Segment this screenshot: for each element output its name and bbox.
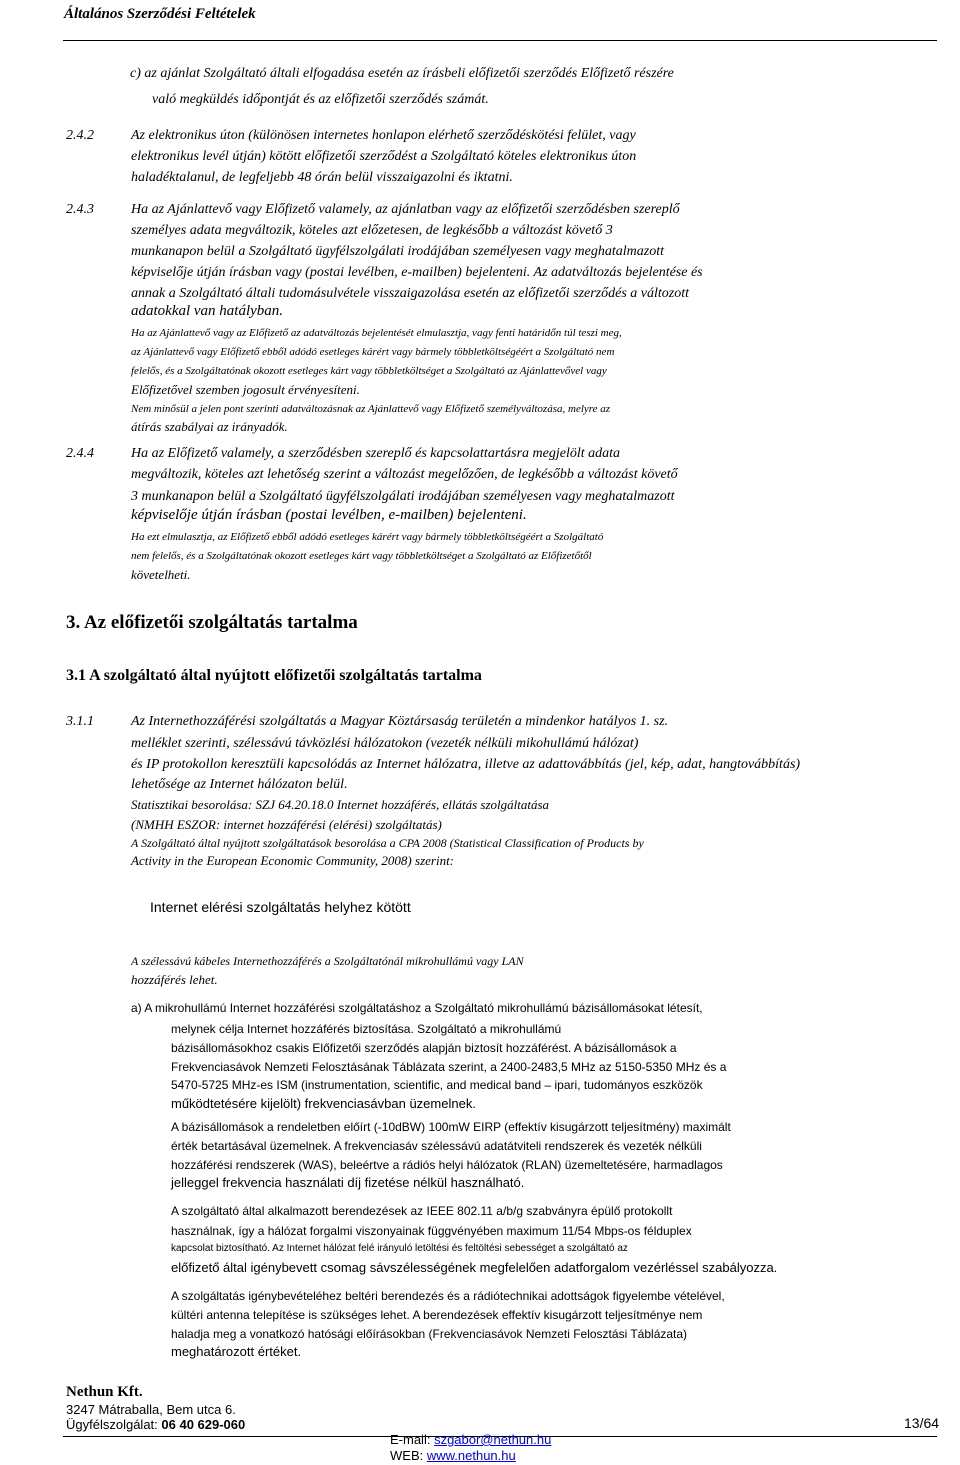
s311-line-3: és IP protokollon keresztüli kapcsolódás az Internet hálózatra, illetve az adattovábbítás (jel, kép, adat, hangtovábbítás) <box>131 757 801 772</box>
item-a-p4-line-1: A szolgáltatás igénybevételéhez beltéri berendezés és a rádiótechnikai adottságok figyelembe vételével, <box>171 1289 725 1303</box>
s244-small-2: nem felelős, és a Szolgáltatónak okozott esetleges kárt vagy többletköltséget a Szolgáltató az Előfizetőtől <box>131 550 592 562</box>
c-item-line-2: való megküldés időpontját és az előfizetői szerződés számát. <box>152 92 489 107</box>
s243-line-6: adatokkal van hatályban. <box>131 303 284 319</box>
footer-web <box>390 1448 516 1463</box>
section-number-3-1-1: 3.1.1 <box>66 714 94 729</box>
item-a-p3-line-2: használnak, így a hálózat forgalmi viszonyainak függvényében maximum 11/54 Mbps-os félduplex <box>171 1224 692 1238</box>
s244-small-3: követelheti. <box>131 567 191 582</box>
item-a-p3-line-4: előfizető által igénybevett csomag sávszélességének megfelelően adatforgalom vezérléssel szabályozza. <box>171 1260 778 1275</box>
item-a-p2-line-1: A bázisállomások a rendeletben előírt (-10dBW) 100mW EIRP (effektív kisugárzott teljesítmény) maximált <box>171 1120 731 1134</box>
item-a-line-4: Frekvenciasávok Nemzeti Felosztásának Táblázata szerint, a 2400-2483,5 MHz az 5150-5350 MHz és a <box>171 1060 727 1074</box>
item-a-p4-line-3: haladja meg a vonatkozó hatósági előírásokban (Frekvenciasávok Nemzeti Felosztási Táblázata) <box>171 1327 688 1341</box>
s243-small-5: Nem minősül a jelen pont szerinti adatváltozásnak az Ajánlattevő vagy Előfizető személyváltozása, melyre az <box>131 403 611 415</box>
section-number-2-4-2: 2.4.2 <box>66 128 94 143</box>
s243-line-4: képviselője útján írásban vagy (postai levélben, e-mailben) bejelenteni. Az adatváltozás bejelentése és <box>131 265 703 280</box>
s244-line-3: 3 munkanapon belül a Szolgáltató ügyfélszolgálati irodájában személyesen vagy meghatalmazott <box>131 489 675 504</box>
s243-small-4: Előfizetővel szemben jogosult érvényesíteni. <box>131 382 360 397</box>
s311-line-4: lehetősége az Internet hálózaton belül. <box>131 777 348 792</box>
s243-line-5: annak a Szolgáltató általi tudomásulvétele visszaigazolása esetén az előfizetői szerződés a változott <box>131 286 690 301</box>
lan-line-2: hozzáférés lehet. <box>131 972 218 987</box>
footer-email <box>390 1432 551 1447</box>
s243-line-2: személyes adata megváltozik, köteles azt előzetesen, de legkésőbb a változást követő 3 <box>131 223 613 238</box>
item-a-p2-line-4: jelleggel frekvencia használati díj fizetése nélkül használható. <box>171 1175 525 1190</box>
item-a-p2-line-2: érték betartásával üzemelnek. A frekvenciasáv szélessávú adatátviteli rendszerek és vezeték nélküli <box>171 1139 702 1153</box>
item-a-line-1: a) A mikrohullámú Internet hozzáférési szolgáltatáshoz a Szolgáltató mikrohullámú bázisállomásokat létesít, <box>131 1001 703 1015</box>
s242-line-1: Az elektronikus úton (különösen internetes honlapon elérhető szerződéskötési felület, vagy <box>131 128 636 143</box>
footer-service-phone: 06 40 629-060 <box>161 1417 246 1432</box>
footer-service <box>66 1417 245 1432</box>
s244-line-4: képviselője útján írásban (postai levélben, e-mailben) bejelenteni. <box>131 507 527 523</box>
section-3-1-heading: 3.1 A szolgáltató által nyújtott előfizetői szolgáltatás tartalma <box>66 667 482 684</box>
footer-page-number: 13/64 <box>904 1415 940 1431</box>
s242-line-2: elektronikus levél útján) kötött előfizetői szerződést a Szolgáltató köteles elektronikus úton <box>131 149 637 164</box>
s242-line-3: haladéktalanul, de legfeljebb 48 órán belül visszaigazolni és iktatni. <box>131 170 513 185</box>
section-number-2-4-3: 2.4.3 <box>66 202 94 217</box>
s311-line-7: A Szolgáltató által nyújtott szolgáltatások besorolása a CPA 2008 (Statistical Classification of Products by <box>131 836 644 850</box>
item-a-line-3: bázisállomásokhoz csakis Előfizetői szerződés alapján biztosít hozzáférést. A bázisállomások a <box>171 1041 677 1055</box>
s311-line-5: Statisztikai besorolása: SZJ 64.20.18.0 Internet hozzáférés, ellátás szolgáltatása <box>131 797 550 812</box>
service-heading: Internet elérési szolgáltatás helyhez kötött <box>150 899 411 915</box>
footer-email-label: E-mail: <box>390 1432 435 1447</box>
item-a-line-2: melynek célja Internet hozzáférés biztosítása. Szolgáltató a mikrohullámú <box>171 1022 562 1036</box>
header-divider <box>63 40 937 41</box>
item-a-p4-line-4: meghatározott értéket. <box>171 1344 302 1359</box>
s243-small-1: Ha az Ajánlattevő vagy az Előfizető az adatváltozás bejelentését elmulasztja, vagy fenti határidőn túl teszi meg, <box>131 327 622 339</box>
s244-line-2: megváltozik, köteles azt lehetőség szerint a változást megelőzően, de legkésőbb a változást követő <box>131 467 678 482</box>
item-a-line-6: működtetésére kijelölt) frekvenciasávban üzemelnek. <box>171 1096 476 1111</box>
lan-line-1: A szélessávú kábeles Internethozzáférés a Szolgáltatónál mikrohullámú vagy LAN <box>131 954 524 968</box>
header-title: Általános Szerződési Feltételek <box>64 6 256 22</box>
s311-line-1: Az Internethozzáférési szolgáltatás a Magyar Köztársaság területén a mindenkor hatályos 1. sz. <box>131 714 669 729</box>
footer-email-link[interactable]: szgabor@nethun.hu <box>434 1432 552 1447</box>
item-a-line-5: 5470-5725 MHz-es ISM (instrumentation, scientific, and medical band – ipari, tudományos eszközök <box>171 1078 703 1092</box>
s311-line-2: melléklet szerinti, szélessávú távközlési hálózatokon (vezeték nélküli mikohullámú hálózat) <box>131 736 639 751</box>
footer-company: Nethun Kft. <box>66 1384 143 1400</box>
s311-line-6: (NMHH ESZOR: internet hozzáférési (elérési) szolgáltatás) <box>131 817 442 832</box>
footer-web-label: WEB: <box>390 1448 427 1463</box>
s243-line-3: munkanapon belül a Szolgáltató ügyfélszolgálati irodájában személyesen vagy meghatalmazott <box>131 244 664 259</box>
s243-small-2: az Ajánlattevő vagy Előfizető ebből adódó esetleges kárért vagy bármely többletköltségéért a Szolgáltató nem <box>131 346 615 358</box>
s244-line-1: Ha az Előfizető valamely, a szerződésben szereplő és kapcsolattartásra megjelölt adata <box>131 446 621 461</box>
s243-line-1: Ha az Ajánlattevő vagy Előfizető valamely, az ajánlatban vagy az előfizetői szerződésben szereplő <box>131 202 680 217</box>
c-item-line-1: c) az ajánlat Szolgáltató általi elfogadása esetén az írásbeli előfizetői szerződés Előfizető részére <box>130 66 674 81</box>
footer-web-link[interactable]: www.nethun.hu <box>426 1448 516 1463</box>
section-3-heading: 3. Az előfizetői szolgáltatás tartalma <box>66 612 358 633</box>
item-a-p4-line-2: kültéri antenna telepítése is szükséges lehet. A berendezések effektív kisugárzott teljesítménye nem <box>171 1308 703 1322</box>
item-a-p3-line-3: kapcsolat biztosítható. Az Internet hálózat felé irányuló letöltési és feltöltési sebességet a szolgáltató az <box>171 1243 628 1254</box>
item-a-p3-line-1: A szolgáltató által alkalmazott berendezések az IEEE 802.11 a/b/g szabványra épülő protokollt <box>171 1204 673 1218</box>
footer-service-label: Ügyfélszolgálat: <box>66 1417 162 1432</box>
section-number-2-4-4: 2.4.4 <box>66 446 94 461</box>
s244-small-1: Ha ezt elmulasztja, az Előfizető ebből adódó esetleges kárért vagy bármely többletköltségéért a Szolgáltató <box>131 531 604 543</box>
s243-small-6: átírás szabályai az irányadók. <box>131 419 288 434</box>
footer-address: 3247 Mátraballa, Bem utca 6. <box>66 1402 236 1417</box>
item-a-p2-line-3: hozzáférési rendszerek (WAS), beleértve a rádiós helyi hálózatok (RLAN) üzemeltetésére, harmadlagos <box>171 1158 723 1172</box>
s311-line-8: Activity in the European Economic Community, 2008) szerint: <box>131 853 455 868</box>
s243-small-3: felelős, és a Szolgáltatónak okozott esetleges kárt vagy többletköltséget a Szolgáltató az Ajánlattevővel vagy <box>131 365 607 377</box>
